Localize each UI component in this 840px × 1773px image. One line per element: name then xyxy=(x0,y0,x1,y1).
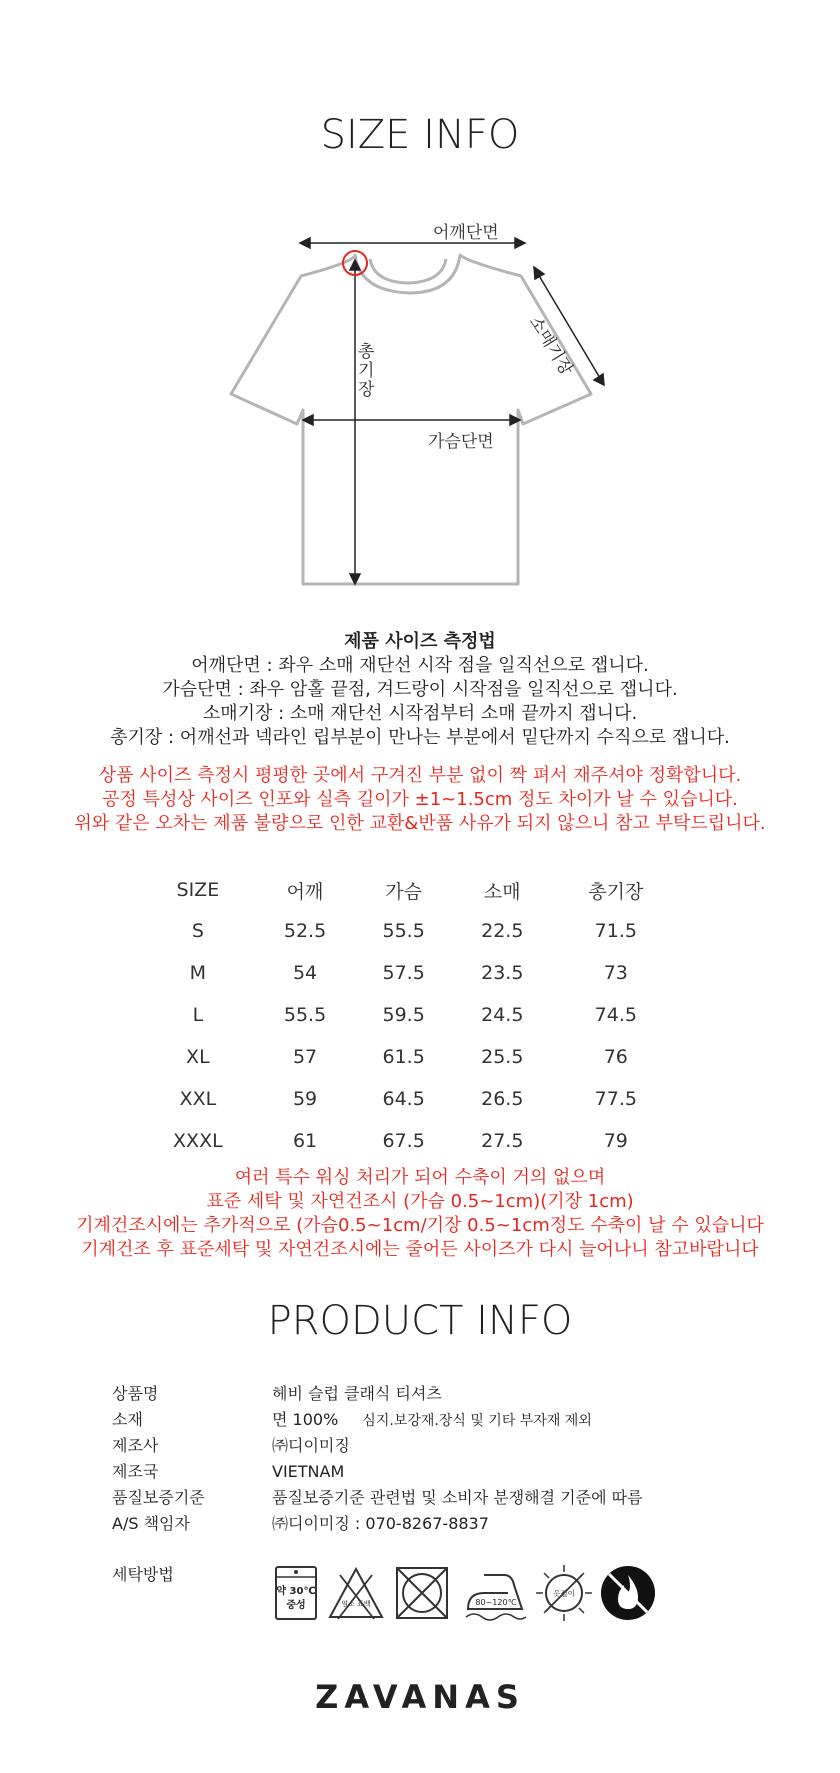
table-cell: 71.5 xyxy=(594,920,637,942)
iron-80-120-icon xyxy=(464,1563,528,1623)
wash-notice-line: 기계건조 후 표준세탁 및 자연건조시에는 줄어든 사이즈가 다시 늘어나니 참고바랍니다 xyxy=(81,1239,759,1260)
product-info-key: 소재 xyxy=(112,1410,143,1429)
table-cell: 64.5 xyxy=(382,1088,425,1110)
table-cell: 77.5 xyxy=(594,1088,637,1110)
product-info-value: 헤비 슬럽 클래식 티셔츠 xyxy=(272,1384,442,1403)
notice-line: 공정 특성상 사이즈 인포와 실측 길이가 ±1~1.5cm 정도 차이가 날 수 있습니다. xyxy=(102,789,738,810)
wash-neutral-text: 중성 xyxy=(286,1600,306,1611)
table-cell: L xyxy=(192,1004,204,1026)
table-cell: 73 xyxy=(603,962,628,984)
wash-notice-line: 표준 세탁 및 자연건조시 (가슴 0.5~1cm)(기장 1cm) xyxy=(206,1191,634,1212)
shoulder-label: 어깨단면 xyxy=(433,223,499,243)
table-row xyxy=(140,910,680,952)
iron-temp-text: 80~120℃ xyxy=(475,1598,517,1607)
table-row xyxy=(140,1036,680,1078)
table-cell: XXXL xyxy=(173,1130,223,1152)
table-cell: S xyxy=(191,920,204,942)
table-cell: 22.5 xyxy=(481,920,524,942)
header-size: SIZE xyxy=(176,879,220,901)
wash-30-neutral-icon xyxy=(270,1563,330,1623)
table-cell: 52.5 xyxy=(283,920,327,942)
material-note: 심지.보강재.장식 및 기타 부자재 제외 xyxy=(362,1413,592,1429)
table-cell: 25.5 xyxy=(481,1046,524,1068)
table-row xyxy=(140,1120,680,1162)
method-line: 가슴단면 : 좌우 암홀 끝점, 겨드랑이 시작점을 일직선으로 잽니다. xyxy=(162,679,678,700)
wash-temp-text: 약 30℃ xyxy=(276,1586,316,1597)
product-info-value: 품질보증기준 관련법 및 소비자 분쟁해결 기준에 따름 xyxy=(272,1488,643,1507)
table-cell: 55.5 xyxy=(283,1004,327,1026)
method-line: 어깨단면 : 좌우 소매 재단선 시작 점을 일직선으로 잽니다. xyxy=(191,655,649,676)
table-row xyxy=(140,952,680,994)
size-table xyxy=(140,870,680,1162)
notice-line: 위와 같은 오차는 제품 불량으로 인한 교환&반품 사유가 되지 않으니 참고 부탁드립니다. xyxy=(74,813,766,834)
header-sleeve: 소매 xyxy=(483,880,521,903)
table-cell: 59 xyxy=(292,1088,318,1110)
measurement-notice xyxy=(0,764,840,836)
product-info-title: PRODUCT INFO xyxy=(267,1298,573,1344)
table-cell: 26.5 xyxy=(481,1088,524,1110)
chest-label: 가슴단면 xyxy=(428,432,494,452)
table-cell: 76 xyxy=(603,1046,628,1068)
table-cell: 54 xyxy=(292,962,318,984)
table-cell: M xyxy=(189,962,207,984)
table-cell: 57.5 xyxy=(382,962,425,984)
product-info-key: A/S 책임자 xyxy=(112,1514,190,1533)
no-chlorine-bleach-icon xyxy=(326,1563,386,1623)
product-info-key: 품질보증기준 xyxy=(112,1488,205,1507)
wash-notice-line: 여러 특수 워싱 처리가 되어 수축이 거의 없으며 xyxy=(234,1167,606,1188)
product-info-key: 제조사 xyxy=(112,1436,159,1455)
sun-hang-text: 옷걸이 xyxy=(553,1589,575,1598)
table-cell: 57 xyxy=(292,1046,318,1068)
tshirt-measurement-diagram xyxy=(0,0,840,600)
product-info-key: 상품명 xyxy=(112,1384,159,1403)
table-cell: 55.5 xyxy=(382,920,425,942)
no-sun-hang-icon xyxy=(534,1563,594,1623)
care-label: 세탁방법 xyxy=(112,1565,174,1584)
product-info-value: ㈜디이미징 xyxy=(272,1436,350,1455)
table-cell: 61 xyxy=(292,1130,318,1152)
table-cell: 67.5 xyxy=(382,1130,425,1152)
table-row xyxy=(140,994,680,1036)
table-cell: 59.5 xyxy=(382,1004,425,1026)
size-table-header-row xyxy=(140,870,680,910)
product-info-value: ㈜디이미징 : 070-8267-8837 xyxy=(272,1514,489,1533)
chest-arrow xyxy=(303,415,520,425)
wash-notice xyxy=(0,1166,840,1262)
table-cell: 24.5 xyxy=(481,1004,524,1026)
table-cell: 79 xyxy=(603,1130,628,1152)
product-info-value: VIETNAM xyxy=(272,1462,345,1481)
table-cell: XXL xyxy=(179,1088,217,1110)
method-line: 총기장 : 어깨선과 넥라인 립부분이 만나는 부분에서 밑단까지 수직으로 잽니다. xyxy=(110,727,730,748)
product-info-value-wrap xyxy=(272,1408,592,1433)
product-info-value: 면 100% xyxy=(272,1410,339,1429)
method-line: 소매기장 : 소매 재단선 시작점부터 소매 끝까지 잽니다. xyxy=(202,703,638,724)
wash-notice-line: 기계건조시에는 추가적으로 (가슴0.5~1cm/기장 0.5~1cm정도 수축이 날 수 있습니다 xyxy=(76,1215,764,1236)
no-tumble-dry-icon xyxy=(392,1563,452,1623)
bleach-text: 염소 표백 xyxy=(341,1600,371,1608)
product-info-key: 제조국 xyxy=(112,1462,159,1481)
table-cell: 27.5 xyxy=(481,1130,524,1152)
header-chest: 가슴 xyxy=(385,880,423,903)
brand-logo: ZAVANAS xyxy=(315,1678,525,1716)
table-cell: 23.5 xyxy=(481,962,524,984)
measurement-method-title: 제품 사이즈 측정법 xyxy=(344,631,496,652)
total-length-label: 총기장 xyxy=(358,342,375,400)
notice-line: 상품 사이즈 측정시 평평한 곳에서 구겨진 부분 없이 짝 펴서 재주셔야 정확합니다. xyxy=(98,765,742,786)
table-row xyxy=(140,1078,680,1120)
header-total-length: 총기장 xyxy=(588,880,644,903)
no-fire-icon xyxy=(598,1563,658,1623)
table-cell: 61.5 xyxy=(382,1046,425,1068)
header-shoulder: 어깨 xyxy=(286,880,324,903)
size-info-title: SIZE INFO xyxy=(320,112,520,158)
total-length-arrow xyxy=(350,260,360,584)
table-cell: XL xyxy=(186,1046,210,1068)
measurement-method xyxy=(0,630,840,750)
sleeve-label: 소매기장 xyxy=(524,312,577,379)
table-cell: 74.5 xyxy=(594,1004,637,1026)
